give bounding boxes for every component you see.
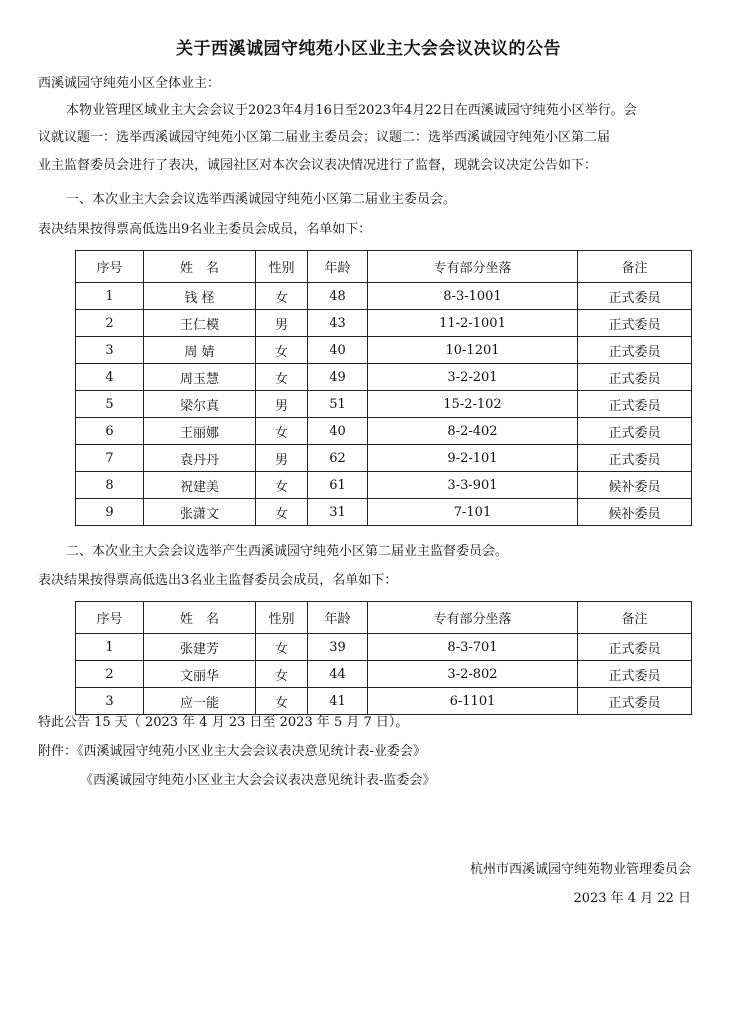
header-no: 序号 [76,602,144,634]
header-unit: 专有部分坐落 [368,251,578,283]
cell-gender: 男 [256,391,308,418]
cell-unit: 10-1201 [368,337,578,364]
cell-gender: 女 [256,688,308,715]
table-row [76,418,692,445]
table-row [76,472,692,499]
cell-gender: 女 [256,283,308,310]
notice-title: 关于西溪诚园守纯苑小区业主大会会议决议的公告 [176,39,561,59]
salutation: 西溪诚园守纯苑小区全体业主： [38,76,221,91]
section2-heading: 二、本次业主大会会议选举产生西溪诚园守纯苑小区第二届业主监督委员会。 [66,544,509,559]
cell-no: 5 [76,391,144,418]
cell-name: 钱 柽 [144,283,256,310]
cell-remark: 正式委员 [578,688,692,715]
cell-unit: 3-2-802 [368,661,578,688]
cell-remark: 候补委员 [578,472,692,499]
cell-gender: 女 [256,364,308,391]
cell-age: 31 [308,499,368,526]
announcement-period: 特此公告 15 天（ 2023 年 4 月 23 日至 2023 年 5 月 7 日）。 [38,715,409,730]
cell-remark: 正式委员 [578,418,692,445]
paragraph-line-3: 业主监督委员会进行了表决，诚园社区对本次会议表决情况进行了监督，现就会议决定公告如下： [38,158,598,173]
owners-committee-table [75,250,692,526]
cell-name: 祝建美 [144,472,256,499]
table-row [76,661,692,688]
cell-age: 39 [308,634,368,661]
cell-age: 40 [308,418,368,445]
paragraph-line-2: 议就议题一：选举西溪诚园守纯苑小区第二届业主委员会；议题二：选举西溪诚园守纯苑小区第二届 [38,130,611,145]
signature-date: 2023 年 4 月 22 日 [573,891,691,906]
cell-unit: 15-2-102 [368,391,578,418]
cell-unit: 9-2-101 [368,445,578,472]
table-row [76,337,692,364]
header-unit: 专有部分坐落 [368,602,578,634]
attachment-1: 附件：《西溪诚园守纯苑小区业主大会会议表决意见统计表-业委会》 [38,744,426,759]
table-row [76,364,692,391]
cell-no: 4 [76,364,144,391]
section1-heading: 一、本次业主大会会议选举西溪诚园守纯苑小区第二届业主委员会。 [66,192,457,207]
header-remark: 备注 [578,251,692,283]
header-name: 姓 名 [144,602,256,634]
table-row [76,634,692,661]
cell-name: 王仁模 [144,310,256,337]
cell-name: 文丽华 [144,661,256,688]
attachment-2: 《西溪诚园守纯苑小区业主大会会议表决意见统计表-监委会》 [80,773,436,788]
cell-name: 袁丹丹 [144,445,256,472]
cell-gender: 女 [256,634,308,661]
table-row [76,688,692,715]
cell-age: 43 [308,310,368,337]
header-age: 年龄 [308,251,368,283]
table-row [76,283,692,310]
cell-unit: 3-3-901 [368,472,578,499]
cell-remark: 正式委员 [578,364,692,391]
cell-remark: 正式委员 [578,310,692,337]
header-name: 姓 名 [144,251,256,283]
cell-name: 梁尔真 [144,391,256,418]
cell-no: 1 [76,283,144,310]
cell-no: 9 [76,499,144,526]
cell-gender: 女 [256,499,308,526]
cell-remark: 正式委员 [578,661,692,688]
cell-no: 1 [76,634,144,661]
cell-name: 王丽娜 [144,418,256,445]
table-header-row [76,251,692,283]
table-header-row [76,602,692,634]
signature-org: 杭州市西溪诚园守纯苑物业管理委员会 [469,862,691,877]
supervisory-committee-rows [76,634,692,715]
cell-no: 3 [76,688,144,715]
header-remark: 备注 [578,602,692,634]
cell-name: 周 婧 [144,337,256,364]
table-row [76,445,692,472]
header-age: 年龄 [308,602,368,634]
cell-gender: 女 [256,472,308,499]
cell-remark: 正式委员 [578,391,692,418]
table-row [76,391,692,418]
cell-unit: 3-2-201 [368,364,578,391]
cell-gender: 女 [256,418,308,445]
cell-remark: 正式委员 [578,283,692,310]
cell-name: 张建芳 [144,634,256,661]
cell-age: 51 [308,391,368,418]
cell-gender: 男 [256,445,308,472]
cell-no: 2 [76,310,144,337]
cell-age: 61 [308,472,368,499]
cell-age: 40 [308,337,368,364]
cell-gender: 女 [256,337,308,364]
owners-committee-rows [76,283,692,526]
cell-age: 44 [308,661,368,688]
cell-no: 3 [76,337,144,364]
cell-age: 49 [308,364,368,391]
cell-no: 2 [76,661,144,688]
header-gender: 性别 [256,251,308,283]
section2-intro: 表决结果按得票高低选出3名业主监督委员会成员，名单如下： [38,573,398,588]
cell-remark: 正式委员 [578,337,692,364]
cell-unit: 11-2-1001 [368,310,578,337]
cell-name: 应一能 [144,688,256,715]
cell-no: 6 [76,418,144,445]
cell-unit: 7-101 [368,499,578,526]
cell-age: 62 [308,445,368,472]
section1-intro: 表决结果按得票高低选出9名业主委员会成员，名单如下： [38,222,372,237]
cell-unit: 8-3-701 [368,634,578,661]
cell-remark: 正式委员 [578,445,692,472]
header-no: 序号 [76,251,144,283]
cell-name: 周玉慧 [144,364,256,391]
header-gender: 性别 [256,602,308,634]
supervisory-committee-table [75,601,692,715]
cell-age: 48 [308,283,368,310]
cell-unit: 8-2-402 [368,418,578,445]
cell-age: 41 [308,688,368,715]
cell-unit: 8-3-1001 [368,283,578,310]
cell-remark: 正式委员 [578,634,692,661]
cell-unit: 6-1101 [368,688,578,715]
table-row [76,310,692,337]
cell-gender: 男 [256,310,308,337]
cell-no: 8 [76,472,144,499]
cell-no: 7 [76,445,144,472]
cell-gender: 女 [256,661,308,688]
cell-name: 张潇文 [144,499,256,526]
cell-remark: 候补委员 [578,499,692,526]
paragraph-line-1: 本物业管理区域业主大会会议于2023年4月16日至2023年4月22日在西溪诚园守纯苑小区举行。会 [66,103,637,118]
table-row [76,499,692,526]
